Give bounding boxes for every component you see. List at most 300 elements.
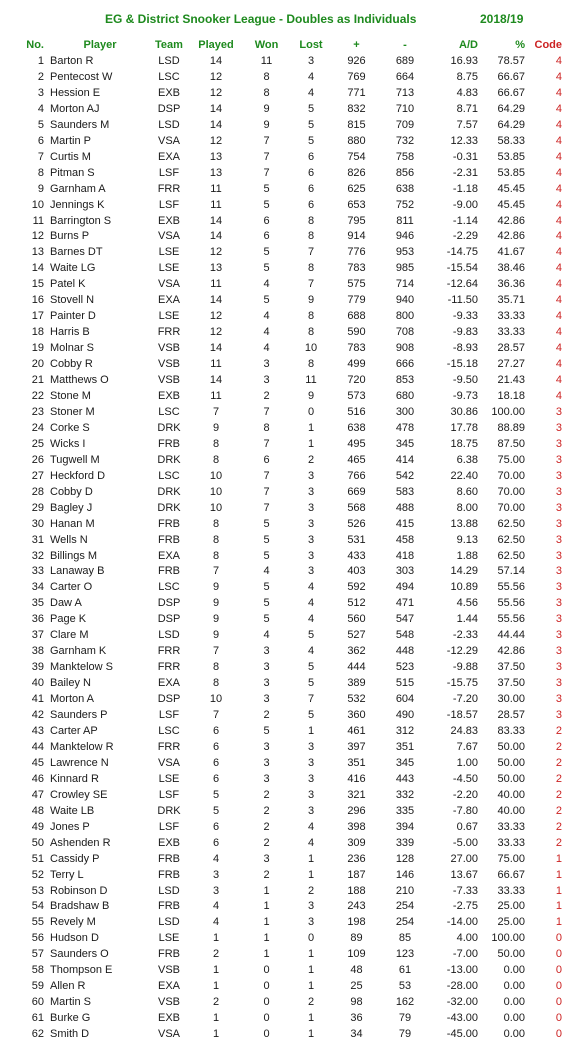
lost-count: 1: [307, 852, 315, 865]
lost-count: 3: [307, 549, 315, 562]
won-count: 6: [263, 230, 270, 243]
played-count: 3: [212, 868, 220, 881]
player-name: Molnar S: [50, 342, 95, 355]
lost-count: 5: [307, 134, 315, 147]
code-value: 0: [555, 996, 562, 1009]
player-name: Terry L: [50, 868, 84, 881]
win-percent: 0.00: [503, 996, 525, 1009]
team-code: LSE: [158, 932, 180, 945]
player-name: Wicks I: [50, 437, 86, 450]
code-value: 3: [555, 501, 562, 514]
row-number: 42: [31, 709, 44, 722]
average-difference: -9.33: [452, 310, 478, 323]
code-value: 4: [555, 150, 562, 163]
code-value: 4: [555, 70, 562, 83]
row-number: 39: [31, 661, 44, 674]
points-for: 433: [347, 549, 366, 562]
player-name: Cobby D: [50, 485, 93, 498]
lost-count: 8: [307, 262, 315, 275]
table-row: [0, 1010, 562, 1026]
points-against: 488: [395, 501, 415, 514]
average-difference: 1.44: [456, 613, 478, 626]
player-name: Revely M: [50, 916, 96, 929]
points-for: 398: [347, 820, 366, 833]
average-difference: 6.38: [456, 453, 478, 466]
average-difference: 22.40: [450, 469, 478, 482]
row-number: 19: [31, 342, 44, 355]
played-count: 14: [209, 294, 223, 307]
table-row: [0, 962, 562, 978]
points-against: 415: [395, 517, 415, 530]
average-difference: -7.80: [452, 804, 478, 817]
code-value: 0: [555, 964, 562, 977]
points-for: 560: [347, 613, 366, 626]
average-difference: -9.88: [452, 661, 478, 674]
points-against: 146: [395, 868, 415, 881]
team-code: VSA: [157, 230, 180, 243]
win-percent: 75.00: [497, 453, 525, 466]
played-count: 2: [212, 996, 220, 1009]
played-count: 9: [212, 581, 220, 594]
points-against: 394: [395, 820, 415, 833]
player-name: Martin P: [50, 134, 91, 147]
player-name: Carter AP: [50, 725, 98, 737]
row-number: 10: [31, 198, 44, 211]
played-count: 12: [209, 70, 223, 83]
won-count: 0: [263, 1028, 270, 1041]
code-value: 0: [555, 1012, 562, 1025]
team-code: VSB: [157, 964, 180, 977]
player-name: Curtis M: [50, 150, 91, 163]
lost-count: 5: [307, 118, 315, 131]
points-for: 575: [347, 278, 366, 291]
average-difference: -13.00: [446, 964, 478, 977]
won-count: 8: [263, 421, 270, 434]
points-for: 826: [347, 166, 366, 179]
played-count: 1: [212, 932, 220, 945]
points-for: 403: [347, 565, 366, 578]
points-for: 188: [347, 884, 366, 897]
won-count: 5: [263, 533, 270, 546]
player-name: Morton AJ: [50, 102, 100, 115]
player-name: Bradshaw B: [50, 900, 110, 913]
code-value: 3: [555, 613, 562, 626]
win-percent: 44.44: [497, 629, 525, 642]
row-number: 24: [31, 421, 44, 434]
code-value: 4: [555, 326, 562, 339]
team-code: LSF: [158, 166, 180, 179]
points-for: 351: [347, 756, 366, 769]
team-code: VSA: [157, 134, 180, 147]
win-percent: 87.50: [497, 437, 525, 450]
team-code: FRB: [158, 533, 180, 546]
played-count: 8: [212, 437, 220, 450]
points-for: 590: [347, 326, 366, 339]
lost-count: 3: [307, 565, 315, 578]
team-code: DRK: [157, 485, 181, 498]
code-value: 1: [555, 916, 562, 929]
lost-count: 7: [307, 693, 315, 706]
played-count: 14: [209, 118, 223, 131]
table-row: [0, 500, 562, 516]
won-count: 0: [263, 996, 270, 1009]
points-against: 940: [395, 294, 415, 307]
won-count: 3: [263, 740, 270, 753]
points-against: 548: [395, 629, 415, 642]
won-count: 7: [263, 469, 270, 482]
points-against: 351: [395, 740, 415, 753]
table-row: [0, 803, 562, 819]
team-code: LSC: [158, 70, 180, 83]
win-percent: 33.33: [497, 326, 525, 339]
player-name: Matthews O: [50, 374, 109, 387]
points-against: 345: [395, 437, 415, 450]
team-code: DRK: [157, 804, 181, 817]
win-percent: 100.00: [491, 405, 525, 418]
team-code: FRR: [157, 326, 181, 339]
average-difference: 7.67: [456, 740, 478, 753]
table-row: [0, 787, 562, 803]
played-count: 14: [209, 54, 223, 67]
player-name: Pitman S: [50, 166, 95, 179]
points-for: 573: [347, 389, 366, 402]
played-count: 4: [212, 852, 220, 865]
lost-count: 3: [307, 485, 315, 498]
row-number: 53: [31, 884, 44, 897]
row-number: 41: [31, 693, 44, 706]
table-row: [0, 835, 562, 851]
points-against: 471: [395, 597, 415, 610]
played-count: 13: [209, 150, 223, 163]
team-code: DSP: [157, 613, 181, 626]
average-difference: -7.20: [452, 693, 478, 706]
win-percent: 33.33: [497, 884, 525, 897]
points-against: 758: [395, 150, 415, 163]
points-for: 766: [347, 469, 366, 482]
code-value: 4: [555, 389, 562, 402]
table-row: [0, 101, 562, 117]
player-name: Barton R: [50, 54, 94, 67]
lost-count: 4: [307, 613, 315, 626]
table-row: [0, 340, 562, 356]
win-percent: 66.67: [497, 86, 525, 99]
header-won: Won: [254, 38, 279, 51]
points-for: 416: [347, 772, 366, 785]
points-against: 448: [395, 645, 415, 658]
average-difference: -43.00: [446, 1012, 478, 1025]
code-value: 3: [555, 421, 562, 434]
won-count: 5: [263, 294, 270, 307]
table-row: [0, 197, 562, 213]
row-number: 27: [31, 469, 44, 482]
win-percent: 42.86: [497, 214, 525, 227]
table-row: [0, 149, 562, 165]
lost-count: 6: [307, 166, 315, 179]
player-name: Martin S: [50, 996, 91, 1009]
lost-count: 8: [307, 326, 315, 339]
win-percent: 28.57: [497, 342, 525, 355]
won-count: 7: [263, 150, 270, 163]
row-number: 23: [31, 405, 44, 418]
lost-count: 4: [307, 581, 315, 594]
code-value: 4: [555, 358, 562, 371]
points-for: 926: [347, 54, 366, 67]
header-played: Played: [198, 38, 234, 51]
row-number: 56: [31, 932, 44, 945]
row-number: 5: [37, 118, 44, 131]
average-difference: -0.31: [452, 150, 478, 163]
won-count: 3: [263, 358, 270, 371]
team-code: DRK: [157, 421, 181, 434]
points-against: 714: [395, 278, 415, 291]
won-count: 1: [263, 948, 270, 961]
win-percent: 50.00: [497, 948, 525, 961]
code-value: 3: [555, 453, 562, 466]
team-code: DRK: [157, 501, 181, 514]
player-name: Morton A: [50, 693, 95, 706]
code-value: 4: [555, 182, 562, 195]
code-value: 4: [555, 246, 562, 259]
row-number: 62: [31, 1028, 44, 1041]
average-difference: 10.89: [450, 581, 478, 594]
player-name: Kinnard R: [50, 772, 99, 785]
win-percent: 75.00: [497, 852, 525, 865]
player-name: Garnham A: [50, 182, 106, 195]
average-difference: -9.50: [452, 374, 478, 387]
row-number: 61: [31, 1012, 44, 1025]
table-row: [0, 691, 562, 707]
team-code: FRB: [158, 517, 180, 530]
row-number: 11: [32, 214, 44, 227]
code-value: 4: [555, 86, 562, 99]
points-against: 708: [395, 326, 415, 339]
average-difference: 24.83: [450, 725, 478, 737]
points-for: 769: [347, 70, 366, 83]
player-name: Billings M: [50, 549, 98, 562]
won-count: 3: [263, 645, 270, 658]
lost-count: 8: [307, 214, 315, 227]
table-row: [0, 53, 562, 69]
win-percent: 50.00: [497, 756, 525, 769]
points-against: 953: [395, 246, 415, 259]
table-row: [0, 468, 562, 484]
season-label: 2018/19: [480, 12, 524, 26]
lost-count: 5: [307, 102, 315, 115]
team-code: LSC: [158, 405, 180, 418]
row-number: 51: [31, 852, 44, 865]
header-lost: Lost: [299, 38, 323, 51]
played-count: 6: [212, 836, 220, 849]
played-count: 9: [212, 613, 220, 626]
average-difference: 1.88: [456, 549, 478, 562]
player-name: Robinson D: [50, 884, 108, 897]
code-value: 4: [555, 278, 562, 291]
average-difference: -15.75: [446, 677, 478, 690]
lost-count: 1: [307, 980, 315, 993]
points-for: 880: [347, 134, 366, 147]
player-name: Burke G: [50, 1012, 91, 1025]
code-value: 2: [555, 836, 562, 849]
win-percent: 53.85: [497, 166, 525, 179]
row-number: 17: [31, 310, 44, 323]
won-count: 4: [263, 342, 270, 355]
points-for: 321: [347, 788, 366, 801]
points-against: 853: [395, 374, 415, 387]
win-percent: 70.00: [497, 485, 525, 498]
team-code: LSF: [158, 820, 180, 833]
lost-count: 8: [307, 358, 315, 371]
win-percent: 57.14: [497, 565, 525, 578]
points-for: 362: [347, 645, 366, 658]
played-count: 8: [212, 517, 220, 530]
average-difference: -18.57: [446, 709, 478, 722]
row-number: 55: [31, 916, 44, 929]
points-for: 532: [347, 693, 366, 706]
team-code: FRB: [158, 868, 180, 881]
points-against: 689: [395, 54, 415, 67]
code-value: 4: [555, 102, 562, 115]
lost-count: 1: [307, 948, 315, 961]
points-for: 499: [347, 358, 366, 371]
points-against: 856: [395, 166, 415, 179]
lost-count: 1: [307, 1028, 315, 1041]
table-row: [0, 564, 562, 580]
player-name: Pentecost W: [50, 70, 113, 83]
average-difference: 4.83: [456, 86, 478, 99]
won-count: 4: [263, 565, 270, 578]
points-against: 908: [395, 342, 415, 355]
average-difference: 4.00: [456, 932, 478, 945]
row-number: 13: [31, 246, 44, 259]
team-code: EXB: [157, 86, 180, 99]
row-number: 57: [31, 948, 44, 961]
code-value: 3: [555, 549, 562, 562]
win-percent: 0.00: [503, 1012, 525, 1025]
win-percent: 40.00: [497, 788, 525, 801]
points-for: 389: [347, 677, 366, 690]
average-difference: 9.13: [456, 533, 478, 546]
table-row: [0, 484, 562, 500]
team-code: VSB: [157, 374, 180, 387]
points-for: 669: [347, 485, 366, 498]
win-percent: 37.50: [497, 661, 525, 674]
player-name: Corke S: [50, 421, 90, 434]
team-code: EXA: [157, 677, 180, 690]
won-count: 4: [263, 278, 270, 291]
code-value: 4: [555, 294, 562, 307]
points-against: 713: [395, 86, 415, 99]
average-difference: -2.75: [452, 900, 478, 913]
points-for: 98: [350, 996, 363, 1009]
table-row: [0, 133, 562, 149]
code-value: 4: [555, 230, 562, 243]
points-against: 752: [395, 198, 415, 211]
code-value: 3: [555, 405, 562, 418]
lost-count: 3: [307, 756, 315, 769]
won-count: 0: [263, 1012, 270, 1025]
row-number: 1: [37, 54, 44, 67]
points-for: 25: [350, 980, 363, 993]
table-row: [0, 579, 562, 595]
average-difference: -5.00: [452, 836, 478, 849]
played-count: 9: [212, 421, 220, 434]
team-code: FRR: [157, 645, 181, 658]
played-count: 6: [212, 756, 220, 769]
row-number: 58: [31, 964, 44, 977]
team-code: EXB: [157, 389, 180, 402]
table-row: [0, 914, 562, 930]
header-points-for: +: [353, 38, 360, 51]
average-difference: -15.54: [446, 262, 478, 275]
win-percent: 58.33: [497, 134, 525, 147]
won-count: 3: [263, 756, 270, 769]
points-for: 465: [347, 453, 366, 466]
win-percent: 53.85: [497, 150, 525, 163]
played-count: 14: [209, 374, 223, 387]
code-value: 3: [555, 661, 562, 674]
player-name: Saunders M: [50, 118, 110, 131]
row-number: 47: [31, 788, 44, 801]
points-against: 300: [395, 405, 415, 418]
points-for: 397: [347, 740, 366, 753]
average-difference: 14.29: [450, 565, 478, 578]
team-code: VSA: [157, 756, 180, 769]
lost-count: 4: [307, 86, 315, 99]
won-count: 7: [263, 437, 270, 450]
points-against: 547: [395, 613, 415, 626]
row-number: 38: [31, 645, 44, 658]
average-difference: -28.00: [446, 980, 478, 993]
points-against: 732: [395, 134, 415, 147]
table-row: [0, 324, 562, 340]
points-for: 236: [347, 852, 366, 865]
played-count: 6: [212, 725, 220, 737]
row-number: 46: [31, 772, 44, 785]
played-count: 12: [209, 134, 223, 147]
code-value: 0: [555, 932, 562, 945]
points-for: 187: [347, 868, 366, 881]
won-count: 2: [263, 868, 270, 881]
played-count: 8: [212, 549, 220, 562]
points-for: 36: [350, 1012, 363, 1025]
team-code: DSP: [157, 102, 181, 115]
won-count: 8: [263, 86, 270, 99]
average-difference: 0.67: [456, 820, 478, 833]
table-row: [0, 548, 562, 564]
team-code: FRR: [157, 182, 181, 195]
row-number: 28: [31, 485, 44, 498]
player-name: Bagley J: [50, 501, 93, 514]
team-code: EXB: [157, 836, 180, 849]
points-against: 542: [395, 469, 415, 482]
lost-count: 4: [307, 820, 315, 833]
played-count: 8: [212, 453, 220, 466]
won-count: 1: [263, 900, 270, 913]
win-percent: 33.33: [497, 820, 525, 833]
table-row: [0, 994, 562, 1010]
points-against: 332: [395, 788, 415, 801]
lost-count: 6: [307, 182, 315, 195]
average-difference: 8.71: [456, 102, 478, 115]
table-row: [0, 404, 562, 420]
win-percent: 50.00: [497, 740, 525, 753]
code-value: 1: [555, 884, 562, 897]
code-value: 4: [555, 198, 562, 211]
points-against: 85: [398, 932, 412, 945]
lost-count: 1: [307, 868, 315, 881]
points-for: 783: [347, 262, 366, 275]
player-name: Saunders P: [50, 709, 108, 722]
